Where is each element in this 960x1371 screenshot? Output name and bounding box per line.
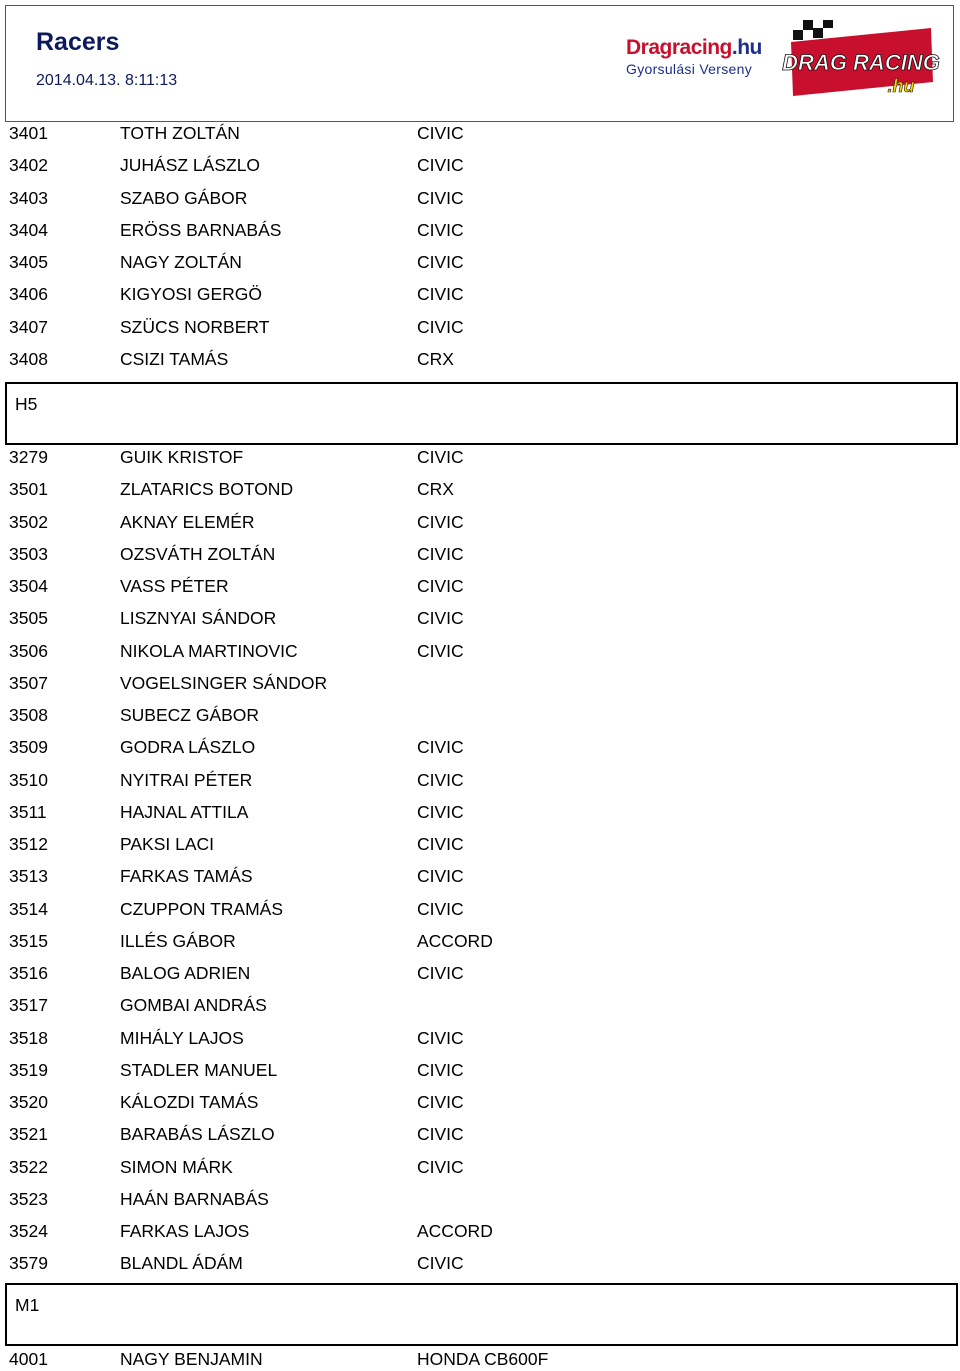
racer-number: 3516 — [9, 963, 48, 983]
dragracing-logo — [626, 36, 776, 86]
racer-number: 3518 — [9, 1027, 48, 1048]
racer-name: VASS PÉTER — [120, 576, 229, 596]
logo-badge-main: DRAG RACING — [782, 50, 940, 75]
section-header — [5, 382, 958, 445]
racer-name: LISZNYAI SÁNDOR — [120, 608, 277, 629]
racer-car: CIVIC — [417, 543, 464, 564]
racer-number: 3511 — [9, 801, 47, 822]
racer-car: CRX — [417, 348, 454, 369]
timestamp: 2014.04.13. 8:11:13 — [36, 72, 178, 89]
logo-subtitle: Gyorsulási Verseny — [626, 61, 753, 77]
racer-number: 3509 — [9, 737, 48, 758]
racer-name: BARABÁS LÁSZLO — [120, 1124, 275, 1145]
racer-car: CIVIC — [417, 447, 464, 467]
racer-car: CIVIC — [417, 576, 464, 596]
racer-car: CIVIC — [417, 511, 464, 532]
racer-number: 3519 — [9, 1059, 48, 1080]
racer-car: CIVIC — [417, 155, 464, 176]
drag-racing-badge-logo — [781, 20, 941, 116]
racer-number: 3517 — [9, 995, 48, 1016]
section-header — [5, 1283, 958, 1346]
racer-name: HAJNAL ATTILA — [120, 801, 249, 822]
page-title: Racers — [36, 28, 120, 56]
racer-number: 3515 — [9, 930, 48, 951]
racer-name: ERÖSS BARNABÁS — [120, 219, 282, 240]
racer-car: CIVIC — [417, 252, 464, 272]
section-label: M1 — [15, 1295, 40, 1315]
racer-name: SIMON MÁRK — [120, 1156, 233, 1177]
racer-name: KÁLOZDI TAMÁS — [120, 1092, 259, 1112]
racer-car: CIVIC — [417, 898, 464, 919]
racer-name: VOGELSINGER SÁNDOR — [120, 672, 328, 693]
racer-name: AKNAY ELEMÉR — [120, 511, 255, 532]
racer-car: CIVIC — [417, 1156, 464, 1177]
racer-name: PAKSI LACI — [120, 834, 215, 854]
racer-number: 3502 — [9, 511, 48, 532]
racer-number: 3507 — [9, 672, 48, 693]
logo-badge-tld: .hu — [887, 76, 915, 96]
racer-number: 3513 — [9, 866, 48, 887]
racer-number: 3406 — [9, 284, 48, 305]
racer-name: SZÜCS NORBERT — [120, 316, 270, 337]
racer-number: 3508 — [9, 705, 48, 725]
racer-name: ILLÉS GÁBOR — [120, 930, 236, 951]
racer-car: CIVIC — [417, 801, 464, 822]
racer-number: 3408 — [9, 348, 48, 369]
racer-name: NAGY ZOLTÁN — [120, 252, 242, 272]
racer-name: SZABO GÁBOR — [120, 187, 248, 208]
racer-number: 3279 — [9, 447, 48, 467]
logo-tld-text: .hu — [731, 36, 762, 59]
racer-name: KIGYOSI GERGÖ — [120, 284, 262, 305]
racer-name: NIKOLA MARTINOVIC — [120, 640, 298, 661]
racer-car: CIVIC — [417, 640, 464, 661]
racer-name: NYITRAI PÉTER — [120, 769, 253, 790]
racer-number: 3403 — [9, 187, 48, 208]
logo-main-text: Dragracing — [626, 36, 732, 59]
racer-name: MIHÁLY LAJOS — [120, 1027, 244, 1048]
racer-car: CIVIC — [417, 187, 464, 208]
racer-name: TOTH ZOLTÁN — [120, 123, 240, 143]
racer-name: FARKAS LAJOS — [120, 1221, 250, 1241]
racer-name: HAÁN BARNABÁS — [120, 1188, 269, 1209]
section-label: H5 — [15, 394, 38, 414]
racer-number: 3514 — [9, 898, 48, 919]
racer-number: 3506 — [9, 640, 48, 661]
racer-number: 3523 — [9, 1188, 48, 1209]
racer-number: 3579 — [9, 1253, 48, 1274]
racer-car: CIVIC — [417, 1027, 464, 1048]
racer-number: 3524 — [9, 1221, 48, 1241]
racer-number: 3521 — [9, 1124, 48, 1145]
racer-number: 3402 — [9, 155, 48, 176]
racer-car: HONDA CB600F — [417, 1349, 549, 1369]
racer-car: CIVIC — [417, 219, 464, 240]
racer-name: JUHÁSZ LÁSZLO — [120, 155, 261, 176]
racer-name: CZUPPON TRAMÁS — [120, 898, 284, 919]
racer-car: CIVIC — [417, 1124, 464, 1145]
racer-car: CIVIC — [417, 316, 464, 337]
racer-car: CIVIC — [417, 769, 464, 790]
racer-number: 3510 — [9, 769, 48, 790]
racer-car: ACCORD — [417, 930, 493, 951]
racer-name: BLANDL ÁDÁM — [120, 1253, 243, 1274]
racer-number: 3501 — [9, 479, 48, 500]
racer-number: 4001 — [9, 1349, 48, 1369]
racer-name: GODRA LÁSZLO — [120, 737, 256, 758]
racer-name: FARKAS TAMÁS — [120, 866, 253, 887]
racer-car: CIVIC — [417, 1059, 464, 1080]
racer-name: STADLER MANUEL — [120, 1059, 278, 1080]
racer-number: 3404 — [9, 219, 48, 240]
racer-number: 3504 — [9, 576, 48, 596]
racer-number: 3407 — [9, 316, 48, 337]
racer-number: 3522 — [9, 1156, 48, 1177]
racer-car: CIVIC — [417, 608, 464, 629]
racer-car: CIVIC — [417, 123, 464, 143]
racer-number: 3503 — [9, 543, 48, 564]
racer-name: BALOG ADRIEN — [120, 963, 251, 983]
racer-car: CIVIC — [417, 963, 464, 983]
racer-name: GOMBAI ANDRÁS — [120, 995, 267, 1016]
racer-name: CSIZI TAMÁS — [120, 348, 229, 369]
racer-car: CRX — [417, 479, 454, 500]
racer-number: 3512 — [9, 834, 48, 854]
racer-name: NAGY BENJAMIN — [120, 1349, 263, 1369]
racer-car: CIVIC — [417, 284, 464, 305]
page-header — [5, 5, 954, 122]
racer-number: 3401 — [9, 123, 48, 143]
racer-name: OZSVÁTH ZOLTÁN — [120, 543, 276, 564]
racer-car: ACCORD — [417, 1221, 493, 1241]
racer-number: 3505 — [9, 608, 48, 629]
racer-name: SUBECZ GÁBOR — [120, 705, 260, 725]
racer-number: 3405 — [9, 252, 48, 272]
racer-car: CIVIC — [417, 1092, 464, 1112]
racer-car: CIVIC — [417, 1253, 464, 1274]
racer-car: CIVIC — [417, 866, 464, 887]
racer-car: CIVIC — [417, 834, 464, 854]
racer-number: 3520 — [9, 1092, 48, 1112]
racer-car: CIVIC — [417, 737, 464, 758]
racer-name: GUIK KRISTOF — [120, 447, 244, 467]
racer-name: ZLATARICS BOTOND — [120, 479, 294, 500]
